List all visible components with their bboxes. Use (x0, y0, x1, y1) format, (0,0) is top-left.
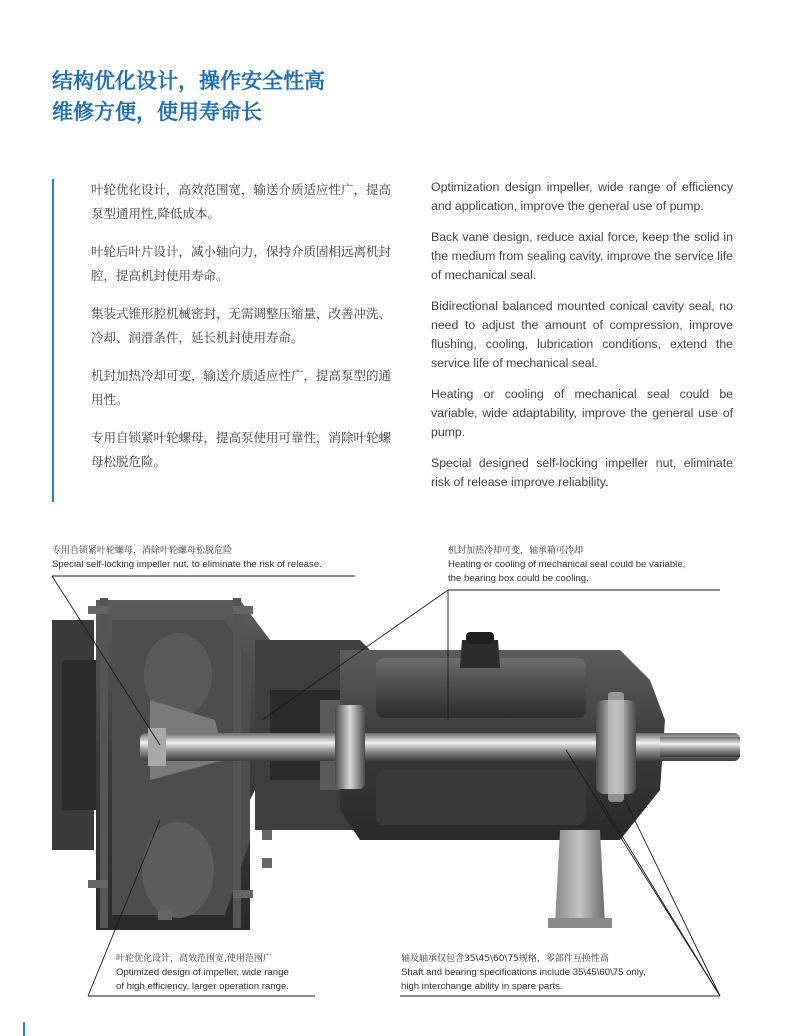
feature-cn-1: 叶轮优化设计，高效范围宽，输送介质适应性广，提高泵型通用性,降低成本。 (91, 182, 392, 221)
callout-nut-en: Special self-locking impeller nut, to eliminate the risk of release. (52, 559, 322, 570)
feature-cn-5: 专用自锁紧叶轮螺母，提高泵使用可靠性，消除叶轮螺母松脱危险。 (91, 430, 392, 469)
features-english-column (431, 178, 733, 504)
callout-impeller-en-2: of high efficiency, larger operation range. (116, 981, 289, 992)
feature-en-1: Optimization design impeller, wide range of efficiency and application, improve the general use of pump. (431, 180, 733, 213)
page-heading (52, 66, 325, 128)
impeller-nut (148, 728, 166, 766)
callout-impeller-nut (52, 544, 322, 572)
callout-seal-en-2: the bearing box could be cooling. (448, 573, 589, 584)
feature-cn-4: 机封加热冷却可变，输送介质适应性广，提高泵型的通用性。 (91, 368, 392, 407)
pump-shaft (140, 733, 740, 761)
accent-vertical-bar (52, 179, 54, 502)
callout-impeller-design (116, 952, 289, 994)
feature-en-5: Special designed self-locking impeller nut, eliminate risk of release improve reliability. (431, 456, 733, 489)
pump-cutaway-illustration (0, 520, 790, 1020)
features-chinese-column (91, 178, 396, 488)
callout-nut-cn: 专用自锁紧叶轮螺母，消除叶轮螺母松脱危险 (52, 546, 233, 556)
callout-impeller-cn: 叶轮优化设计，高效范围宽,使用范围广 (116, 954, 272, 964)
callout-shaft-en-2: high interchange ability in spare parts. (401, 981, 563, 992)
callout-shaft-bearing (401, 952, 646, 994)
heading-line-2: 维修方便，使用寿命长 (52, 100, 262, 124)
callout-seal-en-1: Heating or cooling of mechanical seal could be variable, (448, 559, 686, 570)
callout-seal-cn: 机封加热冷却可变，轴承箱可冷却 (448, 546, 584, 556)
feature-cn-2: 叶轮后叶片设计，减小轴向力，保持介质固相远离机封腔，提高机封使用寿命。 (91, 244, 392, 283)
feature-en-3: Bidirectional balanced mounted conical cavity seal, no need to adjust the amount of compression, improve flushing, cooling, lubrication conditions, extend the service life of mechanical seal. (431, 299, 733, 370)
page-corner-bar (23, 1022, 25, 1036)
feature-en-4: Heating or cooling of mechanical seal could be variable, wide adaptability, improve the general use of pump. (431, 387, 733, 439)
callout-seal-cooling (448, 544, 685, 586)
callout-impeller-en-1: Optimized design of impeller, wide range (116, 967, 289, 978)
callout-shaft-cn: 轴及轴承仅包含35\45\60\75规格，零部件互换性高 (401, 954, 609, 964)
feature-en-2: Back vane design, reduce axial force, keep the solid in the medium from sealing cavity, improve the service life of mechanical seal. (431, 230, 733, 282)
heading-line-1: 结构优化设计，操作安全性高 (52, 69, 325, 93)
feature-cn-3: 集装式锥形腔机械密封，无需调整压缩量，改善冲洗、冷却、润滑条件，延长机封使用寿命。 (91, 306, 392, 345)
support-foot (548, 830, 612, 928)
callout-shaft-en-1: Shaft and bearing specifications include 35\45\60\75 only, (401, 967, 646, 978)
